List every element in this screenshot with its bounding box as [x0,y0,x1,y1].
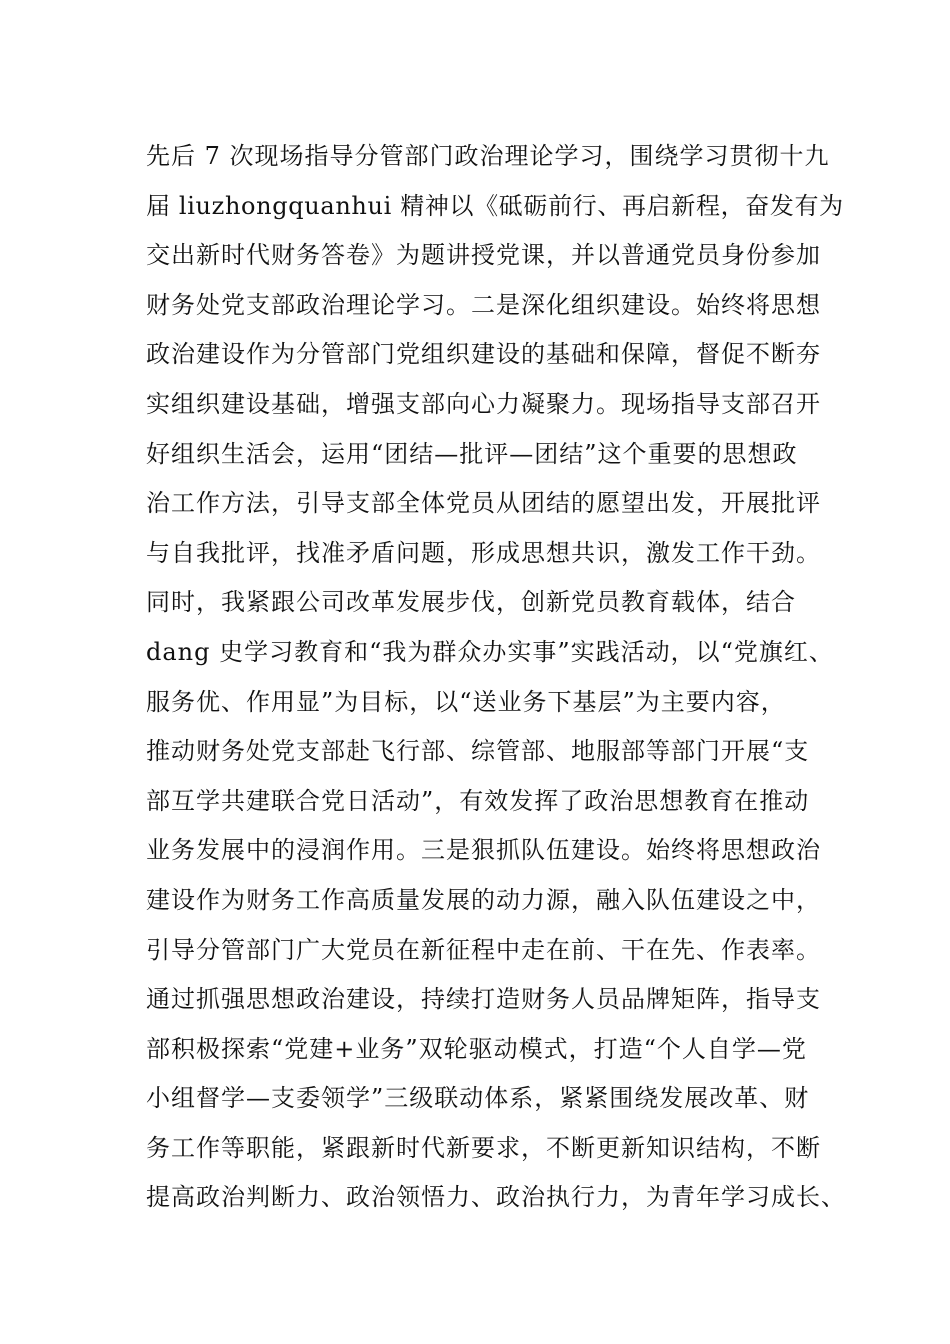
text-line: 小组督学—支委领学”三级联动体系，紧紧围绕发展改革、财 [146,1084,810,1113]
text-line: 好组织生活会，运用“团结—批评—团结”这个重要的思想政 [146,439,798,468]
text-line: 引导分管部门广大党员在新征程中走在前、干在先、作表率。 [146,935,821,964]
text-line: 部积极探索“党建+业务”双轮驱动模式，打造“个人自学—党 [146,1034,807,1063]
text-line: dang 史学习教育和“我为群众办实事”实践活动，以“党旗红、 [146,637,834,666]
text-line: 业务发展中的浸润作用。三是狠抓队伍建设。始终将思想政治 [146,836,821,865]
text-line: 与自我批评，找准矛盾问题，形成思想共识，激发工作干劲。 [146,538,821,567]
text-line: 部互学共建联合党日活动”，有效发挥了政治思想教育在推动 [146,786,810,815]
body-text [146,132,846,1223]
text-line: 先后 7 次现场指导分管部门政治理论学习，围绕学习贯彻十九 [146,142,830,170]
text-line: 通过抓强思想政治建设，持续打造财务人员品牌矩阵，指导支 [146,985,821,1014]
text-line: 同时，我紧跟公司改革发展步伐，创新党员教育载体，结合 [146,588,796,617]
text-line: 建设作为财务工作高质量发展的动力源，融入队伍建设之中， [146,885,821,914]
text-line: 提高政治判断力、政治领悟力、政治执行力，为青年学习成长、 [146,1183,846,1212]
text-line: 实组织建设基础，增强支部向心力凝聚力。现场指导支部召开 [146,389,821,418]
text-line: 政治建设作为分管部门党组织建设的基础和保障，督促不断夯 [146,340,821,369]
text-line: 财务处党支部政治理论学习。二是深化组织建设。始终将思想 [146,290,821,319]
text-line: 交出新时代财务答卷》为题讲授党课，并以普通党员身份参加 [146,241,821,270]
text-line: 治工作方法，引导支部全体党员从团结的愿望出发，开展批评 [146,489,821,518]
text-line: 服务优、作用显”为目标，以“送业务下基层”为主要内容， [146,687,786,716]
text-line: 届 liuzhongquanhui 精神以《砥砺前行、再启新程，奋发有为 [146,191,844,220]
text-line: 务工作等职能，紧跟新时代新要求，不断更新知识结构，不断 [146,1133,821,1162]
text-line: 推动财务处党支部赴飞行部、综管部、地服部等部门开展“支 [146,737,810,766]
